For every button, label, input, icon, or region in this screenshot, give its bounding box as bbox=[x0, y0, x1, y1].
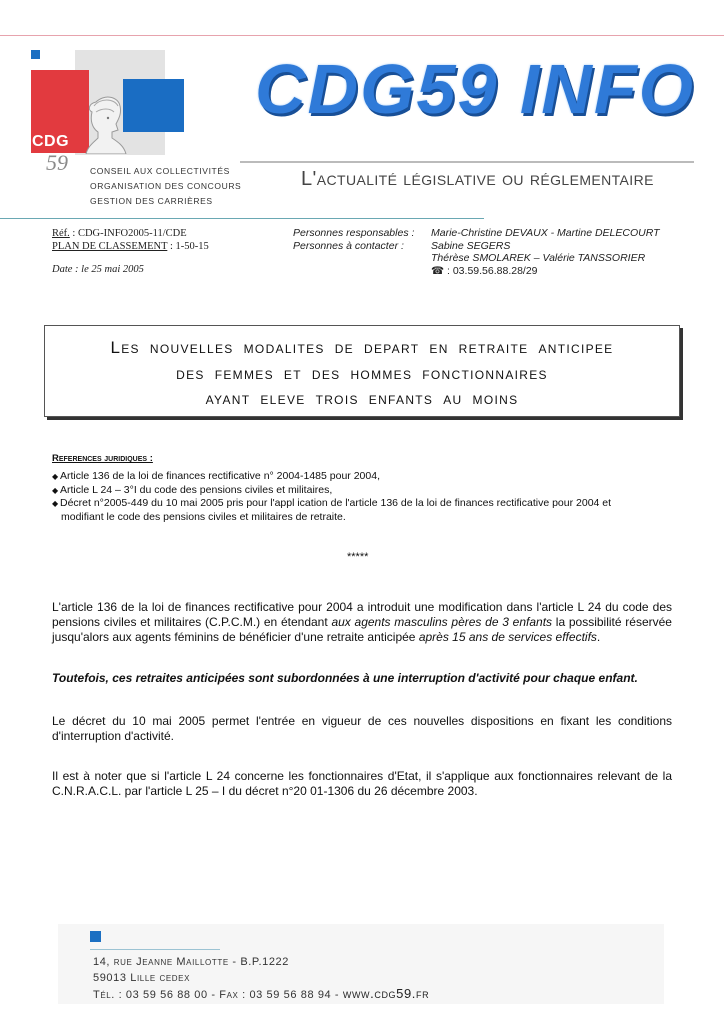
phone-line bbox=[431, 265, 660, 278]
logo-blue-square bbox=[123, 79, 184, 132]
persons-labels bbox=[293, 227, 414, 252]
tagline-line: ORGANISATION DES CONCOURS bbox=[90, 181, 242, 191]
brand-title: CDG59 INFO bbox=[255, 50, 696, 128]
footer-contact: Tél. : 03 59 56 88 00 - Fax : 03 59 56 88 94 - www.cdg59.fr bbox=[93, 986, 430, 1001]
list-item: ◆ Décret n°2005-449 du 10 mai 2005 pris pour l'appl ication de l'article 136 de la loi de finances rectificative pour 2004 et modifiant le code des pensions civiles et militaires de retraite. bbox=[52, 497, 612, 523]
plan-label: PLAN DE CLASSEMENT bbox=[52, 241, 168, 252]
phone-number: : 03.59.56.88.28/29 bbox=[444, 264, 538, 277]
footer-address bbox=[93, 955, 429, 1004]
paragraph-1: L'article 136 de la loi de finances rectificative pour 2004 a introduit une modification dans l'article L 24 du code des pensions civiles et militaires (C.P.C.M.) en étendant aux agents masculins pères de 3 enfants la possibilité réservée jusqu'alors aux agents féminins de bénéficier d'une retraite anticipée après 15 ans de services effectifs. bbox=[52, 600, 672, 644]
top-divider bbox=[0, 35, 724, 36]
document-date: Date : le 25 mai 2005 bbox=[52, 264, 144, 275]
website-link[interactable]: www.cdg59.fr bbox=[342, 986, 430, 1001]
title-box bbox=[44, 325, 680, 417]
title-line-2: des femmes et des hommes fonctionnaires bbox=[176, 364, 548, 383]
footer-divider bbox=[90, 949, 220, 950]
section-separator: ***** bbox=[347, 551, 369, 563]
diamond-bullet-icon: ◆ bbox=[52, 485, 59, 495]
header-divider bbox=[0, 218, 484, 219]
tagline-line: CONSEIL AUX COLLECTIVITÉS bbox=[90, 166, 230, 176]
marianne-icon bbox=[78, 92, 128, 154]
footer-blue-square bbox=[90, 931, 101, 942]
responsables-names: Marie-Christine DEVAUX - Martine DELECOURT bbox=[431, 227, 660, 239]
ref-label: Réf. bbox=[52, 228, 70, 239]
paragraph-4: Il est à noter que si l'article L 24 concerne les fonctionnaires d'Etat, il s'applique aux fonctionnaires relevant de la C.N.R.A.C.L. par l'article L 25 – I du décret n°20 01-1306 du 26 décembre 2003. bbox=[52, 769, 672, 798]
persons-values bbox=[431, 227, 660, 277]
title-line-1: Les nouvelles modalites de depart en retraite anticipee bbox=[110, 338, 614, 357]
logo-59-text: 59 bbox=[46, 150, 68, 175]
logo-cdg-text: CDG bbox=[32, 133, 70, 150]
list-item: ◆ Article L 24 – 3°I du code des pensions civiles et militaires, bbox=[52, 483, 333, 496]
brand-divider bbox=[240, 161, 694, 163]
paragraph-2: Toutefois, ces retraites anticipées sont subordonnées à une interruption d'activité pour chaque enfant. bbox=[52, 671, 638, 685]
list-item: ◆ Article 136 de la loi de finances rectificative n° 2004-1485 pour 2004, bbox=[52, 470, 380, 482]
contact-name-2: Thérèse SMOLAREK – Valérie TANSSORIER bbox=[431, 252, 646, 264]
diamond-bullet-icon: ◆ bbox=[52, 472, 59, 481]
contact-name-1: Sabine SEGERS bbox=[431, 239, 511, 252]
references-heading: References juridiques : bbox=[52, 453, 153, 464]
tagline bbox=[90, 164, 241, 209]
brand-subtitle: L'actualité législative ou réglementaire bbox=[301, 168, 654, 190]
footer-street: 14, rue Jeanne Maillotte - B.P.1222 bbox=[93, 956, 289, 968]
reference-block bbox=[52, 227, 209, 253]
footer-city: 59013 Lille cedex bbox=[93, 971, 191, 984]
plan-value: : 1-50-15 bbox=[167, 241, 209, 252]
telephone-icon: ☎ bbox=[431, 264, 445, 277]
diamond-bullet-icon: ◆ bbox=[52, 499, 59, 508]
title-line-3: ayant eleve trois enfants au moins bbox=[205, 389, 519, 408]
tagline-line: GESTION DES CARRIÈRES bbox=[90, 196, 213, 206]
ref-value: : CDG-INFO2005-11/CDE bbox=[69, 228, 187, 239]
contacter-label: Personnes à contacter : bbox=[293, 239, 404, 252]
responsables-label: Personnes responsables : bbox=[293, 227, 415, 239]
logo-small-blue-square bbox=[31, 50, 40, 59]
paragraph-3: Le décret du 10 mai 2005 permet l'entrée en vigueur de ces nouvelles dispositions en fixant les conditions d'interruption d'activité. bbox=[52, 714, 672, 743]
references-list bbox=[52, 470, 662, 524]
